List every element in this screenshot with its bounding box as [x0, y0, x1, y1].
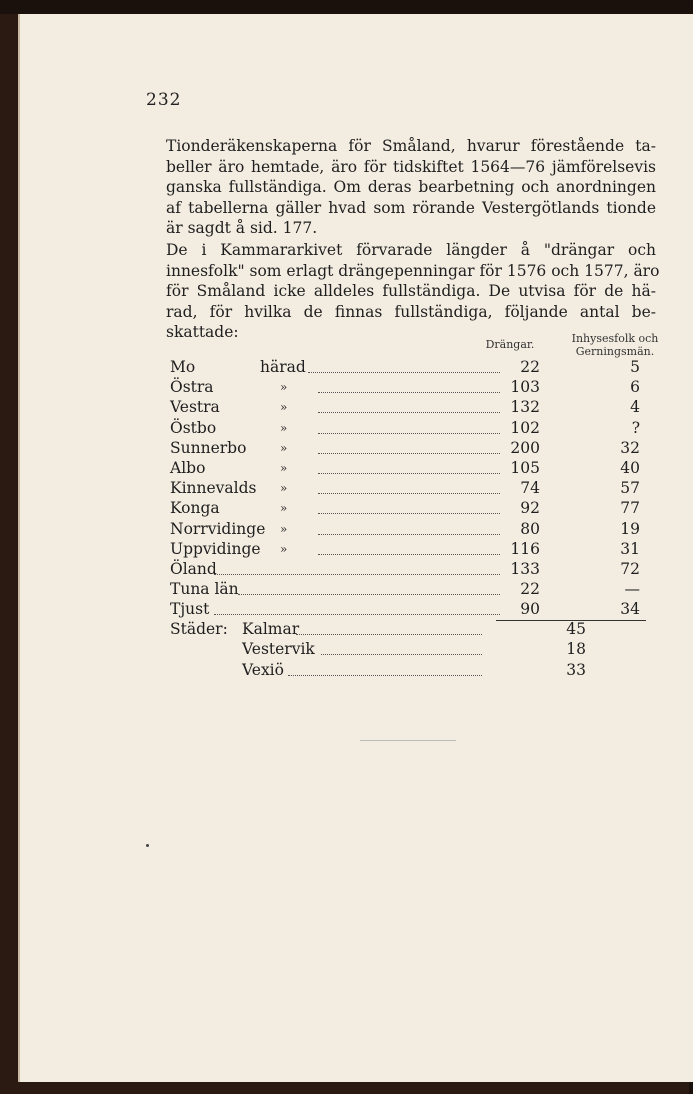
district-unit: » [280, 481, 288, 496]
ink-speck [146, 844, 149, 847]
city-value: 45 [566, 620, 586, 638]
drangar-value: 90 [520, 600, 540, 619]
paragraph-lists [166, 240, 660, 343]
district-unit: » [280, 501, 288, 516]
paragraph-line: är sagdt å sid. 177. [166, 219, 318, 238]
table-row [170, 540, 660, 560]
dot-leader [318, 534, 500, 535]
city-row [170, 661, 660, 681]
table-row [170, 600, 660, 620]
drangar-value: 200 [510, 438, 540, 457]
district-name: Tjust [170, 600, 210, 619]
inhyses-value: 5 [630, 358, 640, 376]
dot-leader [318, 493, 500, 494]
paragraph-line: ganska fullständiga. Om deras bearbetning och anordningen [166, 178, 656, 197]
district-unit: » [280, 440, 288, 455]
paragraph-line: skattade: [166, 323, 239, 342]
table-row [170, 419, 660, 439]
sum-rule [496, 620, 646, 621]
district-name: Östra [170, 378, 214, 397]
dot-leader [318, 392, 500, 393]
paragraph-line: Tionderäkenskaperna för Småland, hvarur förestående ta- [166, 137, 656, 155]
district-name: Kinnevalds [170, 479, 257, 498]
dot-leader [238, 594, 500, 595]
paragraph-line: innesfolk" som erlagt drängepenningar för 1576 och 1577, äro [166, 261, 660, 280]
drangar-value: 132 [510, 398, 540, 417]
scan-top-edge [0, 0, 693, 14]
dot-leader [321, 654, 482, 655]
city-name: Vexiö [242, 660, 284, 679]
table-row [170, 378, 660, 398]
cities-label: Städer: [170, 620, 228, 638]
column-header-drangar: Drängar. [485, 338, 535, 351]
district-name: Öland [170, 560, 217, 578]
drangar-value: 105 [510, 459, 540, 477]
column-header-inhysesfolk-line2: Gerningsmän. [575, 345, 655, 358]
inhyses-value: 4 [630, 398, 640, 417]
drangar-value: 102 [510, 418, 540, 437]
dot-leader [288, 675, 483, 676]
table-row [170, 520, 660, 540]
table-row [170, 499, 660, 519]
district-unit: » [280, 541, 288, 556]
page-number: 232 [146, 90, 182, 110]
district-unit: » [280, 521, 288, 536]
dot-leader [214, 614, 500, 615]
dot-leader [296, 634, 482, 635]
table-row [170, 560, 660, 580]
district-name: Albo [170, 459, 206, 477]
city-name: Kalmar [242, 620, 300, 638]
column-header-inhysesfolk [560, 332, 670, 358]
district-unit: » [280, 420, 288, 435]
dot-leader [308, 372, 500, 373]
paragraph-line: De i Kammararkivet förvarade längder å "drängar och [166, 241, 656, 259]
dot-leader [318, 554, 500, 555]
inhyses-value: 31 [620, 539, 640, 558]
district-name: Vestra [170, 398, 220, 417]
paragraph-line: af tabellerna gäller hvad som rörande Vestergötlands tionde [166, 198, 656, 217]
dot-leader [318, 513, 500, 514]
district-name: Konga [170, 499, 220, 518]
district-unit: härad [260, 358, 306, 376]
dot-leader [318, 453, 500, 454]
district-unit: » [280, 380, 288, 395]
inhyses-value: 40 [620, 459, 640, 477]
district-name: Tuna län [170, 580, 239, 599]
dot-leader [318, 412, 500, 413]
book-page [18, 14, 693, 1082]
paragraph-line: beller äro hemtade, äro för tidskiftet 1564—76 jämförelsevis [166, 157, 656, 176]
district-name: Östbo [170, 418, 217, 437]
inhyses-value: ? [631, 418, 640, 437]
drangar-value: 103 [510, 378, 540, 397]
city-value: 33 [566, 660, 586, 679]
table-row [170, 358, 660, 378]
drangar-value: 80 [520, 519, 540, 538]
district-unit: » [280, 461, 288, 475]
inhyses-value: 6 [630, 378, 640, 397]
column-header-inhysesfolk-line1: Inhysesfolk och [571, 332, 659, 345]
inhyses-value: 72 [620, 560, 640, 578]
district-name: Uppvidinge [170, 539, 261, 558]
inhyses-value: 32 [620, 438, 640, 457]
table-row [170, 580, 660, 600]
drangar-value: 133 [510, 560, 540, 578]
dot-leader [318, 473, 500, 474]
table-row [170, 439, 660, 459]
drangar-value: 92 [520, 499, 540, 518]
drangar-value: 22 [520, 580, 540, 599]
district-unit: » [280, 400, 288, 415]
inhyses-value: 19 [620, 519, 640, 538]
paragraph-line: rad, för hvilka de finnas fullständiga, följande antal be- [166, 302, 656, 321]
section-divider [360, 740, 456, 741]
paragraph-line: för Småland icke alldeles fullständiga. De utvisa för de hä- [166, 282, 656, 301]
city-name: Vestervik [242, 640, 315, 659]
inhyses-value: — [624, 580, 640, 599]
dot-leader [318, 433, 500, 434]
city-value: 18 [566, 640, 586, 659]
table-row [170, 398, 660, 418]
drangar-value: 116 [510, 539, 540, 558]
table-row [170, 459, 660, 479]
inhyses-value: 34 [620, 600, 640, 619]
inhyses-value: 57 [620, 479, 640, 498]
inhyses-value: 77 [620, 499, 640, 518]
dot-leader [214, 574, 500, 575]
city-row [170, 620, 660, 640]
table-row [170, 479, 660, 499]
drangar-value: 74 [520, 479, 540, 498]
city-row [170, 640, 660, 660]
district-name: Mo [170, 358, 196, 376]
district-name: Sunnerbo [170, 438, 247, 457]
drangar-value: 22 [520, 358, 540, 376]
district-name: Norrvidinge [170, 519, 266, 538]
paragraph-intro [166, 136, 656, 239]
